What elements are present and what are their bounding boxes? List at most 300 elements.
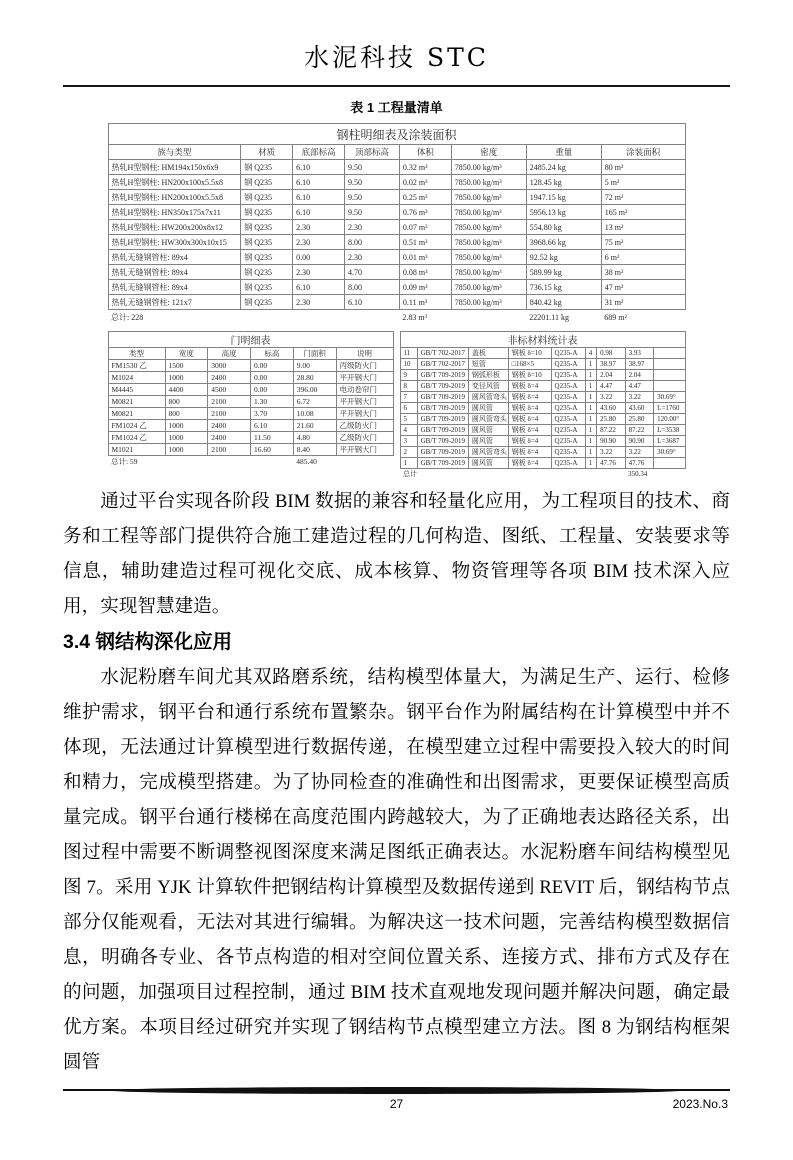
table-cell: 7850.00 kg/m³: [451, 265, 526, 280]
footer-rule-thick: [110, 1087, 684, 1094]
table-cell: 1.30: [251, 396, 294, 408]
sub-tables: [108, 331, 686, 479]
table-cell: 9.50: [345, 190, 400, 205]
table-cell: 平开钢大门: [336, 396, 393, 408]
table-cell: 47 m²: [601, 280, 685, 295]
table-cell: 4: [400, 425, 417, 436]
table-cell: 1000: [165, 432, 208, 444]
table-cell: 7850.00 kg/m³: [451, 295, 526, 310]
table-cell: 47.76: [625, 458, 654, 469]
table-cell: 4: [585, 348, 596, 359]
table-cell: 钢板 δ=10: [508, 348, 551, 359]
table-cell: [654, 370, 685, 381]
column-header: 门面积: [293, 348, 336, 360]
table-cell: 9.50: [345, 175, 400, 190]
table-cell: 热轧H型钢柱: HW200x200x8x12: [108, 220, 241, 235]
table-cell: 30.69°: [654, 392, 685, 403]
total-cell: 2.83 m³: [402, 312, 427, 322]
table-row: [400, 348, 685, 359]
table-cell: 7850.00 kg/m³: [451, 175, 526, 190]
steel-table-header-row: [108, 145, 685, 160]
table-cell: 6: [400, 403, 417, 414]
table-cell: 钢板 δ=4: [508, 425, 551, 436]
table-cell: 乙级防火门: [336, 420, 393, 432]
section-heading: 3.4 钢结构深化应用: [63, 631, 233, 653]
table-row: [108, 295, 685, 310]
column-header: 标高: [251, 348, 294, 360]
table-cell: 0.00: [251, 384, 294, 396]
table-figure: [108, 123, 686, 479]
table-cell: 6 m²: [601, 250, 685, 265]
table-cell: 钢弧形板: [468, 370, 508, 381]
table-cell: 平开钢大门: [336, 408, 393, 420]
table-cell: 3.93: [625, 348, 654, 359]
table-cell: 8.40: [293, 444, 336, 456]
table-cell: FM1024 乙: [108, 432, 165, 444]
table-cell: 钢 Q235: [241, 175, 293, 190]
total-cell: [241, 310, 293, 325]
table-cell: GB/T 709-2019: [417, 414, 468, 425]
table-cell: 7850.00 kg/m³: [451, 280, 526, 295]
table-cell: 1: [585, 447, 596, 458]
table-cell: 7850.00 kg/m³: [451, 160, 526, 175]
table-cell: 钢 Q235: [241, 160, 293, 175]
table-row: [108, 384, 393, 396]
total-cell: [551, 469, 585, 480]
table-cell: [654, 348, 685, 359]
table-cell: Q235-A: [551, 370, 585, 381]
table-row: [108, 408, 393, 420]
table-cell: 圆风管: [468, 425, 508, 436]
table-cell: 2: [400, 447, 417, 458]
table-cell: 1: [585, 458, 596, 469]
article-body: [63, 484, 730, 1080]
steel-column-table: [108, 123, 686, 324]
table-cell: 6.10: [345, 295, 400, 310]
total-cell: 350.34: [628, 470, 648, 478]
table-cell: 圆风管: [468, 403, 508, 414]
table-cell: 16.60: [251, 444, 294, 456]
table-cell: Q235-A: [551, 392, 585, 403]
table-cell: 11.50: [251, 432, 294, 444]
total-cell: 485.40: [296, 457, 317, 466]
table-cell: 87.22: [625, 425, 654, 436]
table-cell: 8.00: [345, 235, 400, 250]
table-cell: 0.00: [251, 372, 294, 384]
table-cell: Q235-A: [551, 403, 585, 414]
table-cell: 3.22: [597, 392, 626, 403]
table-cell: Q235-A: [551, 458, 585, 469]
table-cell: 0.51 m³: [399, 235, 451, 250]
table-row: [108, 396, 393, 408]
table-cell: 736.15 kg: [526, 280, 601, 295]
table-cell: 钢 Q235: [241, 205, 293, 220]
table-cell: 25.80: [625, 414, 654, 425]
table-row: [108, 190, 685, 205]
page-footer: [63, 1087, 730, 1113]
table-cell: 1: [585, 381, 596, 392]
table-cell: GB/T 709-2019: [417, 381, 468, 392]
table-cell: 9.00: [293, 360, 336, 372]
table-row: [108, 420, 393, 432]
table-cell: 9.50: [345, 205, 400, 220]
table-cell: 7850.00 kg/m³: [451, 235, 526, 250]
table-cell: 2100: [208, 444, 251, 456]
table-cell: 平开钢大门: [336, 372, 393, 384]
total-cell: [165, 456, 208, 468]
table-cell: 平开钢大门: [336, 444, 393, 456]
total-cell: [468, 469, 508, 480]
column-header: 重量: [526, 145, 601, 160]
table-cell: 钢 Q235: [241, 280, 293, 295]
table-cell: 0.11 m³: [399, 295, 451, 310]
table-cell: 1000: [165, 420, 208, 432]
table-cell: 钢板 δ=10: [508, 370, 551, 381]
total-cell: 22201.11 kg: [529, 312, 569, 322]
journal-title: 水泥科技 STC: [304, 43, 489, 72]
table-cell: 热轧无缝钢管柱: 89x4: [108, 280, 241, 295]
table-row: [400, 403, 685, 414]
table-row: [108, 205, 685, 220]
table-row: [108, 360, 393, 372]
table-cell: 589.99 kg: [526, 265, 601, 280]
material-statistics-table: [400, 331, 686, 479]
table-cell: 1: [585, 359, 596, 370]
table-cell: 1: [585, 403, 596, 414]
table-cell: 钢板 δ=4: [508, 447, 551, 458]
table-cell: 钢 Q235: [241, 235, 293, 250]
column-header: 族与类型: [108, 145, 241, 160]
table-cell: 0.01 m³: [399, 250, 451, 265]
table-cell: [654, 359, 685, 370]
total-cell: [654, 469, 685, 480]
header-rule: [63, 85, 730, 87]
table-row: [400, 425, 685, 436]
table-cell: 47.76: [597, 458, 626, 469]
table-row: [400, 436, 685, 447]
table-cell: 21.60: [293, 420, 336, 432]
table-cell: 1000: [165, 444, 208, 456]
table-cell: 1947.15 kg: [526, 190, 601, 205]
table-row: [108, 175, 685, 190]
table-cell: GB/T 702-2017: [417, 359, 468, 370]
table-cell: 0.07 m³: [399, 220, 451, 235]
table-row: [400, 414, 685, 425]
paragraph: 通过平台实现各阶段 BIM 数据的兼容和轻量化应用，为工程项目的技术、商务和工程等部门提供符合施工建造过程的几何构造、图纸、工程量、安装要求等信息，辅助建造过程可视化交底、成本核算、物资管理等各项 BIM 技术深入应用，实现智慧建造。: [63, 491, 730, 617]
table-cell: 72 m²: [601, 190, 685, 205]
table-cell: 10: [400, 359, 417, 370]
total-cell: [451, 310, 526, 325]
table-row: [108, 160, 685, 175]
table-cell: GB/T 709-2019: [417, 370, 468, 381]
table-cell: 4.47: [625, 381, 654, 392]
table-cell: 2400: [208, 372, 251, 384]
table-cell: 1: [585, 414, 596, 425]
table-cell: 165 m²: [601, 205, 685, 220]
footer-row: [63, 1097, 730, 1113]
table-cell: 3.70: [251, 408, 294, 420]
column-header: 涂装面积: [601, 145, 685, 160]
total-cell: [336, 456, 393, 468]
table-cell: GB/T 702-2017: [417, 348, 468, 359]
table-cell: 圆风管: [468, 436, 508, 447]
table-cell: 4.47: [597, 381, 626, 392]
column-header: 宽度: [165, 348, 208, 360]
table-cell: 9: [400, 370, 417, 381]
table-cell: 7: [400, 392, 417, 403]
table-cell: 6.10: [293, 280, 345, 295]
table-cell: 2.30: [345, 220, 400, 235]
table-cell: 盖板: [468, 348, 508, 359]
table-cell: 圆风管弯头: [468, 414, 508, 425]
table-cell: 4400: [165, 384, 208, 396]
table-cell: 钢 Q235: [241, 190, 293, 205]
table-cell: 0.00: [293, 250, 345, 265]
total-cell: 总计: 59: [111, 457, 138, 466]
column-header: 体积: [399, 145, 451, 160]
door-table-header-row: [108, 348, 393, 360]
table-cell: L=3538: [654, 425, 685, 436]
table-cell: 396.00: [293, 384, 336, 396]
table-cell: 4.80: [293, 432, 336, 444]
table-cell: 1: [585, 436, 596, 447]
table-cell: 800: [165, 408, 208, 420]
table-cell: Q235-A: [551, 425, 585, 436]
table-cell: 25.80: [597, 414, 626, 425]
table-cell: 7850.00 kg/m³: [451, 220, 526, 235]
table-cell: 2.04: [597, 370, 626, 381]
table-cell: 6.10: [293, 190, 345, 205]
table-row: [108, 235, 685, 250]
steel-table-total-row: [108, 310, 685, 325]
table-cell: 乙级防火门: [336, 432, 393, 444]
table-cell: 90.90: [625, 436, 654, 447]
table-cell: 4500: [208, 384, 251, 396]
table-cell: Q235-A: [551, 359, 585, 370]
column-header: 顶部标高: [345, 145, 400, 160]
table-cell: 800: [165, 396, 208, 408]
table-row: [108, 220, 685, 235]
steel-table-title: 钢柱明细表及涂装面积: [108, 124, 685, 145]
table-cell: 5 m²: [601, 175, 685, 190]
table-cell: GB/T 709-2019: [417, 392, 468, 403]
table-cell: 3968.66 kg: [526, 235, 601, 250]
table-cell: 圆风管弯头: [468, 447, 508, 458]
column-header: 高度: [208, 348, 251, 360]
table-cell: 7850.00 kg/m³: [451, 205, 526, 220]
table-cell: 6.10: [251, 420, 294, 432]
table-cell: 840.42 kg: [526, 295, 601, 310]
total-cell: [293, 310, 345, 325]
door-table-title: 门明细表: [108, 332, 393, 348]
table-cell: 38 m²: [601, 265, 685, 280]
table-cell: 38.97: [597, 359, 626, 370]
table-cell: GB/T 709-2019: [417, 403, 468, 414]
table-cell: 钢板 δ=4: [508, 414, 551, 425]
table-row: [400, 370, 685, 381]
table-cell: 31 m²: [601, 295, 685, 310]
material-table-total-row: [400, 469, 685, 480]
table-cell: 2.04: [625, 370, 654, 381]
table-cell: 3: [400, 436, 417, 447]
table-cell: 0.08 m³: [399, 265, 451, 280]
table-cell: 钢板 δ=4: [508, 392, 551, 403]
table-cell: [654, 458, 685, 469]
table-cell: 0.09 m³: [399, 280, 451, 295]
table-cell: 2100: [208, 396, 251, 408]
table-cell: Q235-A: [551, 348, 585, 359]
table-cell: 4.70: [345, 265, 400, 280]
table-cell: 热轧无缝钢管柱: 121x7: [108, 295, 241, 310]
table-row: [108, 444, 393, 456]
table-cell: M0821: [108, 408, 165, 420]
table-cell: 2400: [208, 432, 251, 444]
issue-label: 2023.No.3: [672, 1097, 728, 1111]
table-cell: 0.25 m³: [399, 190, 451, 205]
table-cell: Q235-A: [551, 414, 585, 425]
table-cell: FM1530 乙: [108, 360, 165, 372]
table-cell: 1: [585, 392, 596, 403]
table-cell: 2485.24 kg: [526, 160, 601, 175]
table-cell: 圆风管: [468, 458, 508, 469]
total-cell: [508, 469, 551, 480]
table-cell: 554.80 kg: [526, 220, 601, 235]
table-cell: 1000: [165, 372, 208, 384]
table-cell: 丙级防火门: [336, 360, 393, 372]
table-cell: 6.10: [293, 160, 345, 175]
table-cell: 1500: [165, 360, 208, 372]
table-cell: 8.00: [345, 280, 400, 295]
table-cell: 75 m²: [601, 235, 685, 250]
table-cell: GB/T 709-2019: [417, 436, 468, 447]
table-cell: 87.22: [597, 425, 626, 436]
column-header: 说明: [336, 348, 393, 360]
table-cell: 钢 Q235: [241, 265, 293, 280]
table-row: [400, 381, 685, 392]
table-row: [108, 280, 685, 295]
table-cell: 热轧H型钢柱: HM194x150x6x9: [108, 160, 241, 175]
table-cell: GB/T 709-2019: [417, 458, 468, 469]
table-row: [108, 250, 685, 265]
column-header: 密度: [451, 145, 526, 160]
table-cell: 钢 Q235: [241, 250, 293, 265]
table-cell: 钢板 δ=4: [508, 458, 551, 469]
table-cell: 2.30: [293, 235, 345, 250]
table-cell: 0.02 m³: [399, 175, 451, 190]
table-cell: 6.10: [293, 175, 345, 190]
total-cell: 总计: 228: [111, 312, 144, 322]
table-cell: 13 m²: [601, 220, 685, 235]
total-cell: [208, 456, 251, 468]
total-cell: [345, 310, 400, 325]
table-cell: 28.80: [293, 372, 336, 384]
table-cell: 120.00°: [654, 414, 685, 425]
table-cell: 90.90: [597, 436, 626, 447]
table-cell: 钢板 δ=4: [508, 403, 551, 414]
table-cell: 电动卷帘门: [336, 384, 393, 396]
table-cell: 7850.00 kg/m³: [451, 190, 526, 205]
table-row: [400, 392, 685, 403]
table-cell: 2.30: [293, 265, 345, 280]
table-cell: 热轧无缝钢管柱: 89x4: [108, 250, 241, 265]
document-page: [0, 38, 793, 1111]
total-cell: 总计: [403, 470, 417, 478]
table-cell: L=3687: [654, 436, 685, 447]
table-cell: FM1024 乙: [108, 420, 165, 432]
table-cell: 6.72: [293, 396, 336, 408]
table-cell: 钢 Q235: [241, 295, 293, 310]
column-header: 底部标高: [293, 145, 345, 160]
table-cell: 钢 Q235: [241, 220, 293, 235]
table-cell: 热轧H型钢柱: HN200x100x5.5x8: [108, 175, 241, 190]
table-cell: 80 m²: [601, 160, 685, 175]
table-cell: 1: [400, 458, 417, 469]
table-cell: 2100: [208, 408, 251, 420]
total-cell: 689 m²: [604, 312, 627, 322]
table-cell: 变径风管: [468, 381, 508, 392]
table-cell: □168×5: [508, 359, 551, 370]
paragraph: 水泥粉磨车间尤其双路磨系统，结构模型体量大，为满足生产、运行、检修维护需求，钢平台和通行系统布置繁杂。钢平台作为附属结构在计算模型中并不体现，无法通过计算模型进行数据传递，在模型建立过程中需要投入较大的时间和精力，完成模型搭建。为了协同检查的准确性和出图需求，更要保证模型高质量完成。钢平台通行楼梯在高度范围内跨越较大，为了正确地表达路径关系，出图过程中需要不断调整视图深度来满足图纸正确表达。水泥粉磨车间结构模型见图 7。采用 YJK 计算软件把钢结构计算模型及数据传递到 REVIT 后，钢结构节点部分仅能观看，无法对其进行编辑。为解决这一技术问题，完善结构模型数据信息，明确各专业、各节点构造的相对空间位置关系、连接方式、排布方式及存在的问题，加强项目过程控制，通过 BIM 技术直观地发现问题并解决问题，确定最优方案。本项目经过研究并实现了钢结构节点模型建立方法。图 8 为钢结构框架圆管: [63, 667, 730, 1073]
table-cell: [654, 381, 685, 392]
table-row: [108, 265, 685, 280]
table-cell: 钢板 δ=4: [508, 436, 551, 447]
table-cell: 5956.13 kg: [526, 205, 601, 220]
column-header: 材质: [241, 145, 293, 160]
table-cell: 10.08: [293, 408, 336, 420]
table-cell: 1: [585, 370, 596, 381]
table-cell: M1021: [108, 444, 165, 456]
table-cell: L=1760: [654, 403, 685, 414]
table-cell: 43.60: [625, 403, 654, 414]
table-cell: 0.98: [597, 348, 626, 359]
table-cell: 2.30: [345, 250, 400, 265]
table-caption: 表 1 工程量清单: [350, 100, 443, 115]
table-cell: 38.97: [625, 359, 654, 370]
table-cell: 8: [400, 381, 417, 392]
table-cell: M0821: [108, 396, 165, 408]
table-cell: Q235-A: [551, 436, 585, 447]
footer-bar: [63, 1087, 730, 1095]
table-cell: Q235-A: [551, 381, 585, 392]
column-header: 类型: [108, 348, 165, 360]
total-cell: [585, 469, 596, 480]
table-cell: 9.50: [345, 160, 400, 175]
table-cell: 热轧H型钢柱: HW300x300x10x15: [108, 235, 241, 250]
table-cell: 6.10: [293, 205, 345, 220]
table-cell: 3000: [208, 360, 251, 372]
material-table-title: 非标材料统计表: [400, 332, 685, 348]
table-cell: 0.32 m³: [399, 160, 451, 175]
table-cell: 128.45 kg: [526, 175, 601, 190]
table-cell: 1: [585, 425, 596, 436]
table-cell: 3.22: [625, 447, 654, 458]
table-cell: 43.60: [597, 403, 626, 414]
table-cell: 热轧H型钢柱: HN200x100x5.5x8: [108, 190, 241, 205]
table-cell: 2.30: [293, 295, 345, 310]
page-number: 27: [389, 1097, 404, 1111]
table-row: [400, 458, 685, 469]
table-row: [400, 359, 685, 370]
table-cell: 2.30: [293, 220, 345, 235]
table-cell: 3.22: [625, 392, 654, 403]
table-cell: 7850.00 kg/m³: [451, 250, 526, 265]
table-cell: 0.00: [251, 360, 294, 372]
table-row: [400, 447, 685, 458]
door-table-total-row: [108, 456, 393, 468]
table-cell: M4445: [108, 384, 165, 396]
table-cell: 92.52 kg: [526, 250, 601, 265]
table-cell: 短管: [468, 359, 508, 370]
